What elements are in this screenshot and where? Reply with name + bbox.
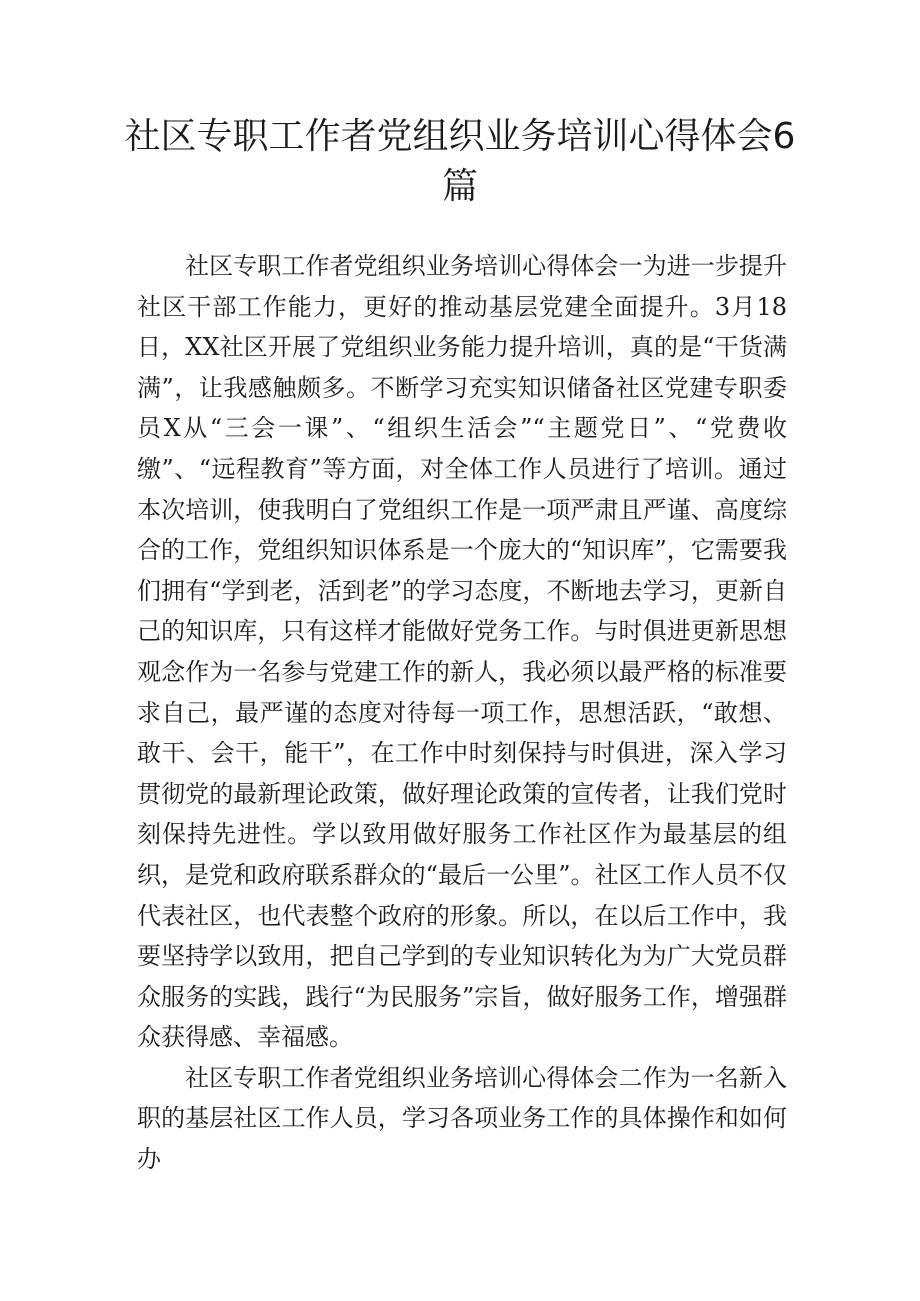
document-title: 社区专职工作者党组织业务培训心得体会6篇 <box>124 116 796 207</box>
paragraph-1: 社区专职工作者党组织业务培训心得体会一为进一步提升社区干部工作能力，更好的推动基层党建全面提升。3月18日，XX社区开展了党组织业务能力提升培训，真的是“干货满满”，让我感触颇多。不断学习充实知识储备社区党建专职委员X从“三会一课”、“组织生活会”“主题党日”、“党费收缴”、“远程教育”等方面，对全体工作人员进行了培训。通过本次培训，使我明白了党组织工作是一项严肃且严谨、高度综合的工作，党组织知识体系是一个庞大的“知识库”，它需要我们拥有“学到老，活到老”的学习态度，不断地去学习，更新自己的知识库，只有这样才能做好党务工作。与时俱进更新思想观念作为一名参与党建工作的新人，我必须以最严格的标准要求自己，最严谨的态度对待每一项工作，思想活跃，“敢想、敢干、会干，能干”，在工作中时刻保持与时俱进，深入学习贯彻党的最新理论政策，做好理论政策的宣传者，让我们党时刻保持先进性。学以致用做好服务工作社区作为最基层的组织，是党和政府联系群众的“最后一公里”。社区工作人员不仅代表社区，也代表整个政府的形象。所以，在以后工作中，我要坚持学以致用，把自己学到的专业知识转化为为广大党员群众服务的实践，践行“为民服务”宗旨，做好服务工作，增强群众获得感、幸福感。 <box>137 252 787 1052</box>
document-body <box>137 246 787 1180</box>
paragraph-2: 社区专职工作者党组织业务培训心得体会二作为一名新入职的基层社区工作人员，学习各项业务工作的具体操作和如何办 <box>137 1063 787 1174</box>
